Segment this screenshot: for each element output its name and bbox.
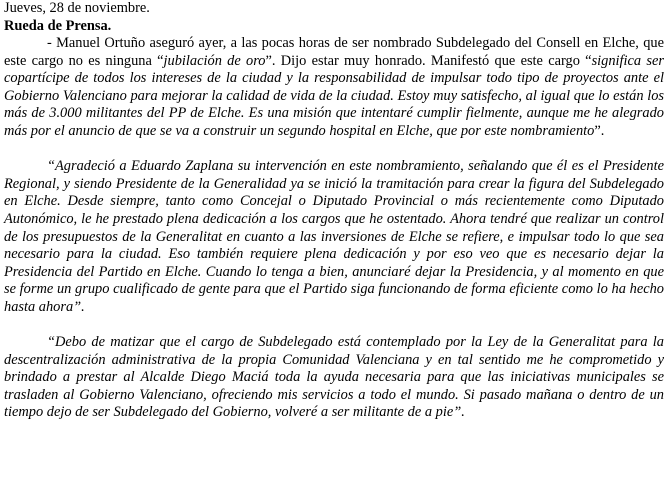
section-heading: Rueda de Prensa. [4,18,112,34]
paragraph-3-quote: “Debo de matizar que el cargo de Subdelegado está contemplado por la Ley de la Generalitat para la descentralización administrativa de la propia Comunidad Valenciana y en tal sentido me he comprometido y brindado a prestar al Alcalde Diego Maciá toda la ayuda necesaria para que las iniciativas municipales se trasladen al Gobierno Valenciano, ofreciendo mis servicios a todo el mundo. Si pasado mañana o dentro de un tiempo dejo de ser Subdelegado del Gobierno, volveré a ser militante de a pie”. [4,334,664,421]
paragraph-1 [4,35,664,141]
paragraph-2 [4,158,664,316]
paragraph-1-text-a: - Manuel Ortuño aseguró ayer, a las pocas horas de ser nombrado Subdelegado del Consell en Elche, que este cargo no es ninguna “ [4,35,664,69]
entry-date: Jueves, 28 de noviembre. [4,0,150,16]
paragraph-3 [4,334,664,422]
paragraph-1-quote-long: significa ser copartícipe de todos los intereses de la ciudad y la responsabilidad de impulsar todo tipo de proyectos ante el Gobierno Valenciano para mejorar la calidad de vida de la ciudad. Estoy muy satisfecho, al igual que lo están los más de 3.000 militantes del PP de Elche. Es una misión que intentaré cumplir fielmente, aunque me he alegrado más por el anuncio de que se va a construir un segundo hospital en Elche, que por este nombramiento [4,52,664,139]
paragraph-1-quote-short: jubilación de oro [163,52,266,69]
paragraph-2-quote: “Agradeció a Eduardo Zaplana su intervención en este nombramiento, señalando que él es el Presidente Regional, y siendo Presidente de la Generalidad ya se inició la tramitación para crear la figura del Subdelegado en Elche. Desde siempre, tanto como Concejal o Diputado Provincial o más recientemente como Diputado Autonómico, le he prestado plena dedicación a los cargos que he ostentado. Ahora tendré que realizar un control de los presupuestos de la Generalitat en cuanto a las inversiones de Elche se refiere, e impulsar todo lo que sea necesario para la ciudad. Eso también requiere plena dedicación y por eso veo que es necesario dejar la Presidencia del Partido en Elche. Cuando lo tenga a bien, anunciaré dejar la Presidencia, y al momento en que se forme un grupo cualificado de gente para que el Partido siga funcionando de forma eficiente como lo ha hecho hasta ahora”. [4,158,664,315]
paragraph-1-text-c: ”. Dijo estar muy honrado. Manifestó que este cargo “ [265,52,592,69]
paragraph-1-text-e: ”. [594,122,605,139]
